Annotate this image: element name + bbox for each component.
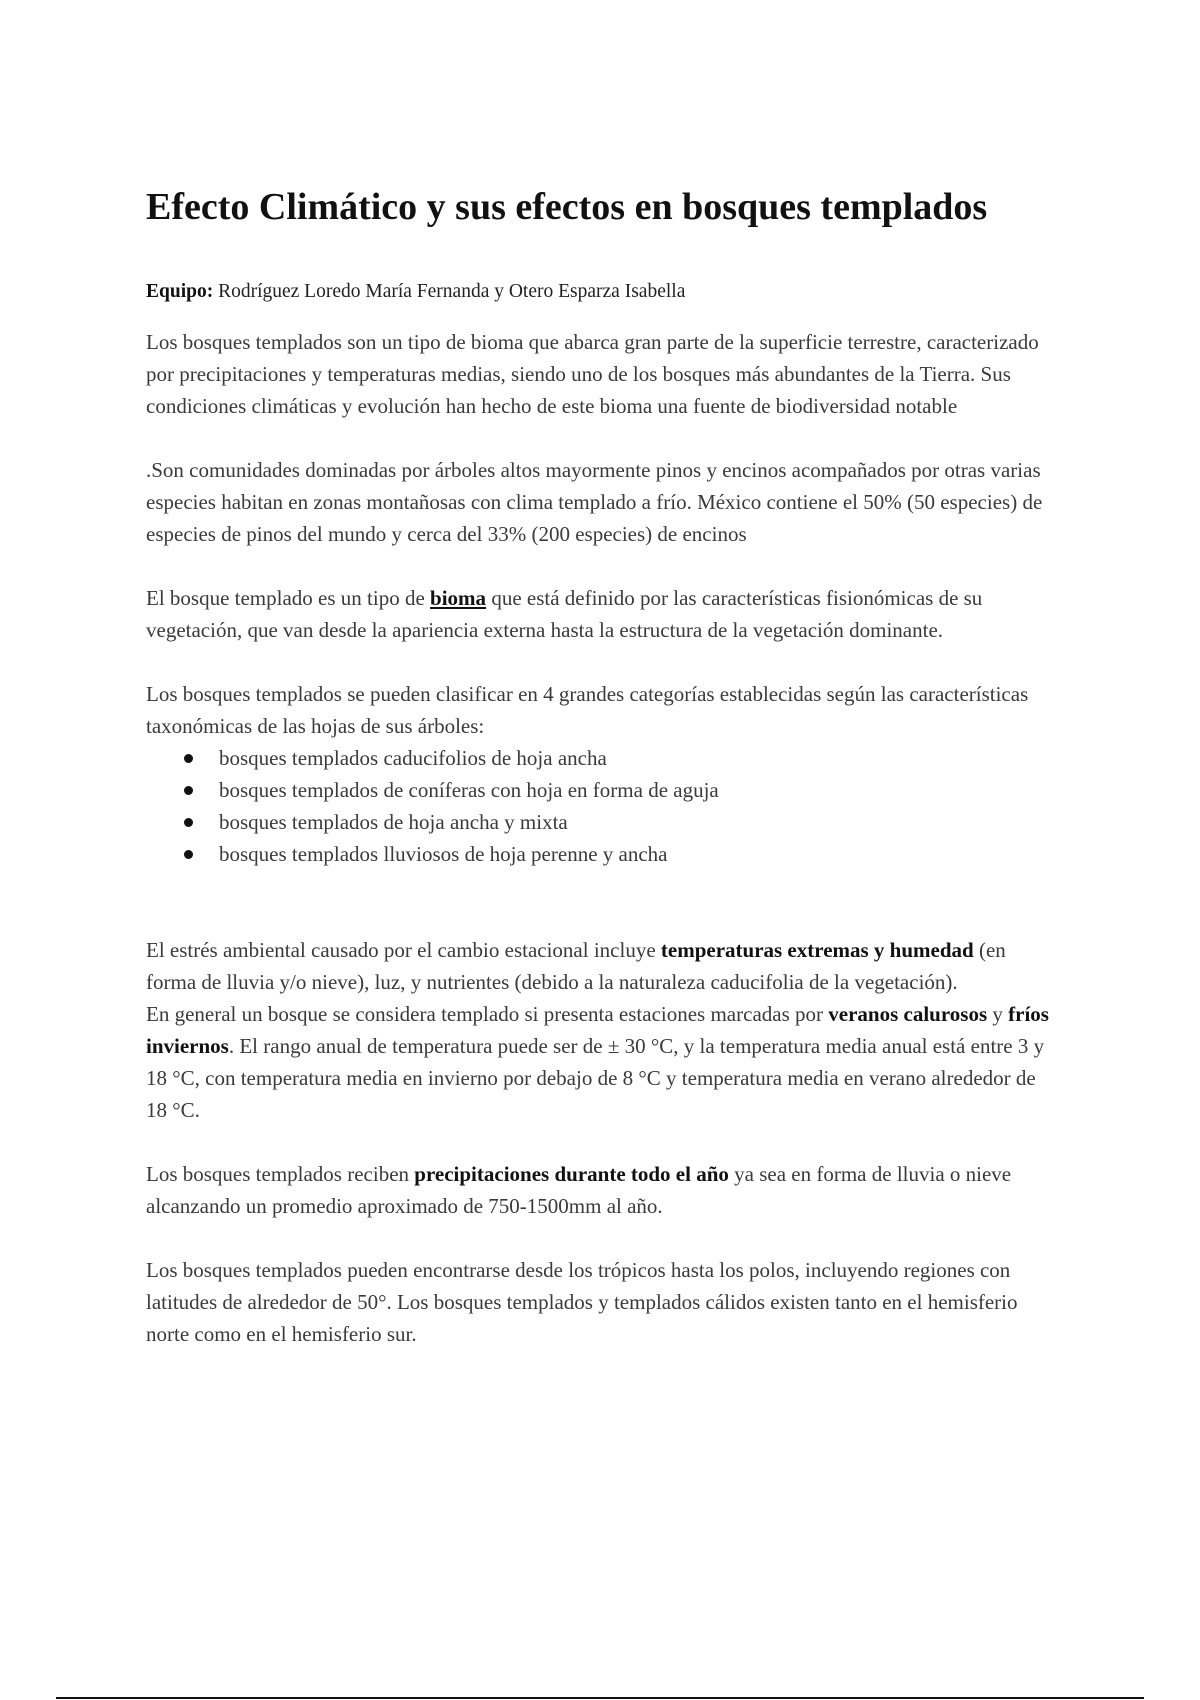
team-label: Equipo: xyxy=(146,280,214,302)
stress-text-2: (en forma de lluvia y/o nieve), luz, y nutrientes (debido a la naturaleza caducifolia de la vegetación). xyxy=(146,937,1006,994)
list-item xyxy=(146,806,1056,838)
categories-list xyxy=(146,742,1056,870)
document-page xyxy=(146,186,1056,1350)
list-item-text: bosques templados de hoja ancha y mixta xyxy=(219,809,568,834)
page-title: Efecto Climático y sus efectos en bosques templados xyxy=(146,186,988,228)
temp-bold-1: veranos calurosos xyxy=(828,1001,988,1026)
temp-text-1: En general un bosque se considera templado si presenta estaciones marcadas por xyxy=(146,1001,829,1026)
paragraph-classification: Los bosques templados se pueden clasificar en 4 grandes categorías establecidas según las características taxonómicas de las hojas de sus árboles: xyxy=(146,681,1029,738)
paragraph-biome-definition xyxy=(146,582,1056,646)
list-item xyxy=(146,838,1056,870)
paragraph-communities: .Son comunidades dominadas por árboles altos mayormente pinos y encinos acompañados por otras varias especies habitan en zonas montañosas con clima templado a frío. México contiene el 50% (50 especies) de especies de pinos del mundo y cerca del 33% (200 especies) de encinos xyxy=(146,457,1043,546)
paragraph-intro: Los bosques templados son un tipo de bioma que abarca gran parte de la superficie terrestre, caracterizado por precipitaciones y temperaturas medias, siendo uno de los bosques más abundantes de la Tierra. Sus condiciones climáticas y evolución han hecho de este bioma una fuente de biodiversidad notable xyxy=(146,329,1039,418)
list-item xyxy=(146,774,1056,806)
precip-bold-1: precipitaciones durante todo el año xyxy=(414,1161,729,1186)
temp-bold-2: fríos inviernos xyxy=(146,1001,1049,1058)
stress-text-1: El estrés ambiental causado por el cambio estacional incluye xyxy=(146,937,661,962)
team-names: Rodríguez Loredo María Fernanda y Otero Esparza Isabella xyxy=(218,280,686,302)
paragraph-environmental-stress xyxy=(146,934,1056,998)
bullet-icon xyxy=(184,850,193,859)
bioma-link[interactable]: bioma xyxy=(430,585,487,610)
bullet-icon xyxy=(184,818,193,827)
list-item-text: bosques templados de coníferas con hoja en forma de aguja xyxy=(219,777,719,802)
biome-text-after: que está definido por las características fisionómicas de su vegetación, que van desde la apariencia externa hasta la estructura de la vegetación dominante. xyxy=(146,585,983,642)
paragraph-distribution: Los bosques templados pueden encontrarse desde los trópicos hasta los polos, incluyendo regiones con latitudes de alrededor de 50°. Los bosques templados y templados cálidos existen tanto en el hemisferio norte como en el hemisferio sur. xyxy=(146,1257,1018,1346)
stress-bold-1: temperaturas extremas y humedad xyxy=(660,937,974,962)
paragraph-temperature xyxy=(146,998,1056,1126)
bullet-icon xyxy=(184,786,193,795)
temp-text-2: y xyxy=(987,1001,1009,1026)
paragraph-precipitation xyxy=(146,1158,1056,1222)
list-item-text: bosques templados caducifolios de hoja ancha xyxy=(219,745,607,770)
biome-text-before: El bosque templado es un tipo de xyxy=(146,585,431,610)
precip-text-2: ya sea en forma de lluvia o nieve alcanzando un promedio aproximado de 750-1500mm al año. xyxy=(146,1161,1012,1218)
list-item-text: bosques templados lluviosos de hoja perenne y ancha xyxy=(219,841,668,866)
list-item xyxy=(146,742,1056,774)
precip-text-1: Los bosques templados reciben xyxy=(146,1161,415,1186)
team-line xyxy=(146,278,1056,306)
bullet-icon xyxy=(184,754,193,763)
temp-text-3: . El rango anual de temperatura puede ser de ± 30 °C, y la temperatura media anual está entre 3 y 18 °C, con temperatura media en invierno por debajo de 8 °C y temperatura media en verano alrededor de 18 °C. xyxy=(146,1033,1045,1122)
page-bottom-rule xyxy=(56,1697,1144,1699)
